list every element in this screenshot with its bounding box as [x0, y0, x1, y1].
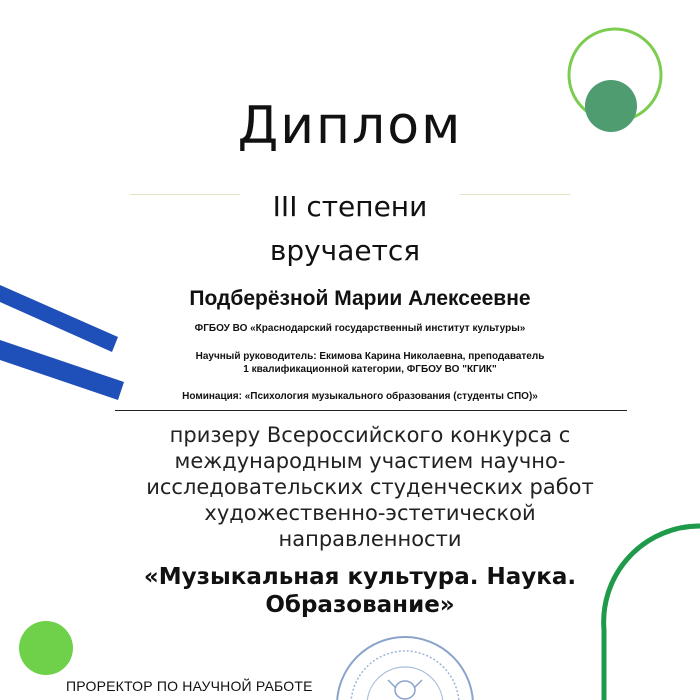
diploma-title: Диплом: [237, 96, 463, 156]
prize-line: исследовательских студенческих работ: [146, 475, 594, 499]
prize-line: международным участием научно-: [174, 449, 566, 473]
prize-line: призеру Всероссийского конкурса с: [169, 423, 571, 447]
supervisor-line-2: 1 квалификационной категории, ФГБОУ ВО "КГИК": [243, 364, 497, 375]
official-seal: [330, 630, 480, 700]
decor-dot-green: [18, 620, 74, 676]
supervisor-line-1: Научный руководитель: Екимова Карина Николаевна, преподаватель: [195, 351, 545, 362]
recipient-organization: ФГБОУ ВО «Краснодарский государственный институт культуры»: [194, 323, 526, 334]
main-divider: [115, 410, 627, 411]
decor-blue-stripes: [0, 280, 130, 410]
contest-line-2: Образование»: [265, 592, 455, 618]
prize-description: [140, 422, 600, 552]
supervisor-info: [140, 350, 600, 376]
nomination: Номинация: «Психология музыкального образования (студенты СПО)»: [182, 391, 538, 402]
prize-line: направленности: [278, 527, 462, 551]
awarded-text: вручается: [269, 234, 421, 267]
contest-line-1: «Музыкальная культура. Наука.: [143, 564, 577, 590]
signer-title: ПРОРЕКТОР ПО НАУЧНОЙ РАБОТЕ: [66, 678, 313, 694]
prize-line: художественно-эстетической: [204, 501, 536, 525]
contest-name: [110, 563, 610, 619]
decor-dot-teal: [583, 78, 639, 134]
diploma-degree: III степени: [272, 190, 428, 223]
recipient-name: Подберёзной Марии Алексеевне: [189, 287, 531, 310]
